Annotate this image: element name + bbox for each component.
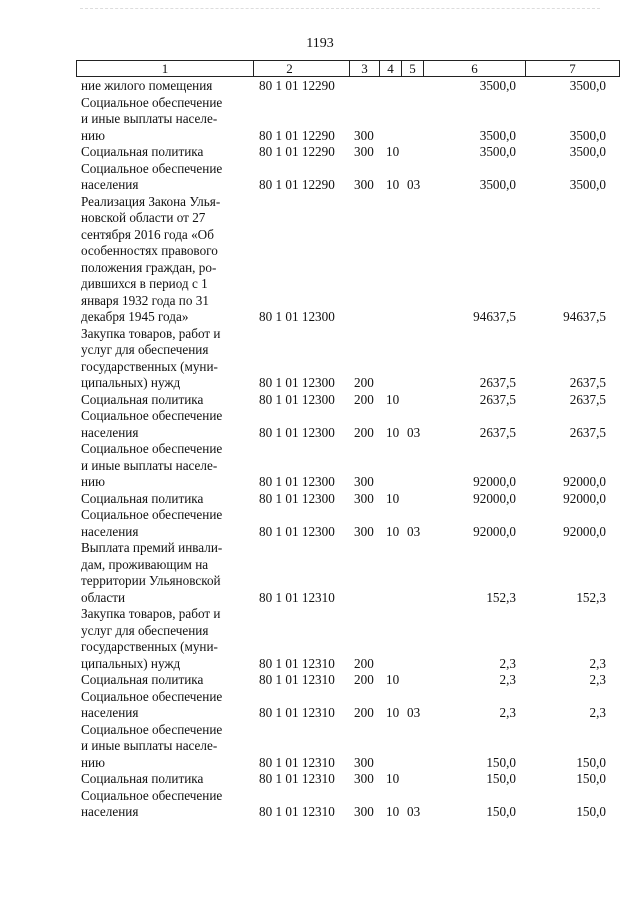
section-code: 10 <box>386 424 400 440</box>
description-line: новской области от 27 <box>81 210 206 225</box>
section-code: 10 <box>386 177 400 192</box>
expense-type-code: 200 <box>354 424 374 440</box>
amount-col-7: 2637,5 <box>569 424 606 440</box>
amount-col-6: 92000,0 <box>473 474 516 489</box>
amount-col-7: 2637,5 <box>569 391 606 407</box>
section-code: 10 <box>386 523 400 539</box>
description-line: области <box>81 589 126 605</box>
amount-col-7: 3500,0 <box>569 127 606 143</box>
description-line: дившихся в период с 1 <box>81 276 208 291</box>
description-line: Социальная политика <box>81 672 204 687</box>
table-row <box>0 491 640 508</box>
description-line: услуг для обеспечения <box>81 342 209 357</box>
table-header <box>76 60 620 77</box>
expense-type-code: 200 <box>354 672 374 687</box>
amount-col-6: 150,0 <box>486 754 516 770</box>
table-row <box>0 161 640 194</box>
description-line: Социальное обеспечение <box>81 721 223 737</box>
description-line: государственных (муни- <box>81 358 218 374</box>
amount-col-6: 152,3 <box>486 589 516 605</box>
budget-code: 80 1 01 12310 <box>259 804 335 819</box>
subsection-code: 03 <box>407 177 421 192</box>
section-code: 10 <box>386 705 400 720</box>
budget-code: 80 1 01 12310 <box>259 771 335 786</box>
table-row <box>0 507 640 540</box>
description-line: Социальное обеспечение <box>81 408 223 423</box>
budget-code: 80 1 01 12300 <box>259 391 335 407</box>
amount-col-7: 150,0 <box>576 804 606 819</box>
budget-code: 80 1 01 12300 <box>259 523 335 539</box>
description-line: декабря 1945 года» <box>81 309 189 324</box>
description-line: государственных (муни- <box>81 639 218 654</box>
description-line: услуг для обеспечения <box>81 622 209 638</box>
budget-code: 80 1 01 12300 <box>259 474 335 489</box>
amount-col-7: 94637,5 <box>563 309 606 324</box>
expense-type-code: 300 <box>354 177 374 192</box>
amount-col-7: 3500,0 <box>569 177 606 192</box>
description-line: Социальная политика <box>81 771 204 786</box>
description-line: населения <box>81 705 139 720</box>
subsection-code: 03 <box>407 424 421 440</box>
section-code: 10 <box>386 771 400 786</box>
budget-code: 80 1 01 12300 <box>259 375 335 390</box>
subsection-code: 03 <box>407 804 421 819</box>
description-line: особенностях правового <box>81 243 218 258</box>
description-line: дам, проживающим на <box>81 556 209 572</box>
expense-type-code: 200 <box>354 375 374 390</box>
subsection-code: 03 <box>407 523 421 539</box>
description-line: нию <box>81 754 105 770</box>
expense-type-code: 200 <box>354 655 374 671</box>
row-values <box>0 755 640 772</box>
amount-col-6: 2,3 <box>499 672 516 687</box>
description-line: ципальных) нужд <box>81 655 181 671</box>
expense-type-code: 300 <box>354 490 374 506</box>
column-header: 1 <box>161 61 169 76</box>
row-values <box>0 590 640 607</box>
amount-col-6: 92000,0 <box>473 490 516 506</box>
amount-col-7: 3500,0 <box>569 78 606 93</box>
page-number: 1193 <box>306 36 334 51</box>
column-header: 4 <box>379 61 401 76</box>
row-values <box>0 804 640 821</box>
description-line: нию <box>81 127 105 143</box>
amount-col-7: 150,0 <box>576 771 606 786</box>
description-line: Закупка товаров, работ и <box>81 325 221 341</box>
row-values <box>0 491 640 508</box>
description-line: Социальное обеспечение <box>81 507 223 522</box>
table-row <box>0 95 640 145</box>
row-values <box>0 771 640 788</box>
table-row <box>0 326 640 392</box>
budget-code: 80 1 01 12310 <box>259 655 335 671</box>
section-code: 10 <box>386 490 400 506</box>
amount-col-7: 2637,5 <box>569 375 606 390</box>
column-header: 2 <box>253 61 325 76</box>
amount-col-6: 2637,5 <box>479 391 516 407</box>
amount-col-7: 152,3 <box>576 589 606 605</box>
subsection-code: 03 <box>407 705 421 720</box>
row-values <box>0 78 640 95</box>
budget-code: 80 1 01 12290 <box>259 127 335 143</box>
row-values <box>0 309 640 326</box>
row-values <box>0 375 640 392</box>
budget-code: 80 1 01 12310 <box>259 754 335 770</box>
amount-col-6: 150,0 <box>486 771 516 786</box>
description-line: Социальная политика <box>81 144 204 159</box>
amount-col-6: 92000,0 <box>473 523 516 539</box>
section-code: 10 <box>386 672 400 687</box>
description-line: ципальных) нужд <box>81 375 181 390</box>
row-values <box>0 392 640 409</box>
column-header: 7 <box>525 61 619 76</box>
amount-col-6: 3500,0 <box>479 144 516 159</box>
amount-col-6: 2637,5 <box>479 375 516 390</box>
description-line: и иные выплаты населе- <box>81 738 218 753</box>
amount-col-7: 3500,0 <box>569 144 606 159</box>
amount-col-7: 2,3 <box>589 672 606 687</box>
table-body <box>0 78 640 821</box>
amount-col-7: 92000,0 <box>563 474 606 489</box>
description-line: Закупка товаров, работ и <box>81 606 221 621</box>
description-line: Социальная политика <box>81 391 204 407</box>
row-values <box>0 128 640 145</box>
row-values <box>0 474 640 491</box>
description-line: Социальное обеспечение <box>81 688 223 704</box>
expense-type-code: 300 <box>354 771 374 786</box>
description-line: января 1932 года по 31 <box>81 292 209 308</box>
budget-code: 80 1 01 12310 <box>259 672 335 687</box>
column-header: 5 <box>401 61 423 76</box>
expense-type-code: 300 <box>354 474 374 489</box>
description-line: Социальное обеспечение <box>81 787 223 803</box>
description-line: нию <box>81 474 105 489</box>
amount-col-6: 2,3 <box>499 655 516 671</box>
description-line: Социальное обеспечение <box>81 441 223 456</box>
section-code: 10 <box>386 391 400 407</box>
table-row <box>0 540 640 606</box>
amount-col-6: 3500,0 <box>479 127 516 143</box>
description-line: положения граждан, ро- <box>81 259 217 275</box>
table-row <box>0 441 640 491</box>
amount-col-6: 3500,0 <box>479 78 516 93</box>
table-row <box>0 144 640 161</box>
row-values <box>0 705 640 722</box>
amount-col-7: 2,3 <box>589 655 606 671</box>
table-row <box>0 788 640 821</box>
budget-code: 80 1 01 12300 <box>259 424 335 440</box>
amount-col-7: 92000,0 <box>563 490 606 506</box>
description-line: ние жилого помещения <box>81 78 213 93</box>
expense-type-code: 200 <box>354 705 374 720</box>
expense-type-code: 300 <box>354 804 374 819</box>
budget-code: 80 1 01 12300 <box>259 490 335 506</box>
table-row <box>0 392 640 409</box>
description-line: территории Ульяновской <box>81 573 221 588</box>
amount-col-7: 150,0 <box>576 754 606 770</box>
table-row <box>0 722 640 772</box>
description-line: Социальное обеспечение <box>81 94 223 110</box>
expense-type-code: 300 <box>354 754 374 770</box>
amount-col-6: 150,0 <box>486 804 516 819</box>
amount-col-6: 2637,5 <box>479 424 516 440</box>
table-row <box>0 606 640 672</box>
description-line: Социальное обеспечение <box>81 160 223 176</box>
row-description <box>81 194 247 326</box>
amount-col-6: 94637,5 <box>473 309 516 324</box>
description-line: Социальная политика <box>81 490 204 506</box>
row-values <box>0 144 640 161</box>
budget-code: 80 1 01 12290 <box>259 144 335 159</box>
description-line: населения <box>81 424 139 440</box>
row-values <box>0 177 640 194</box>
description-line: сентября 2016 года «Об <box>81 226 214 242</box>
column-header: 3 <box>349 61 379 76</box>
description-line: населения <box>81 523 139 539</box>
budget-code: 80 1 01 12300 <box>259 309 335 324</box>
table-row <box>0 408 640 441</box>
budget-code: 80 1 01 12310 <box>259 705 335 720</box>
column-header: 6 <box>423 61 525 76</box>
row-values <box>0 656 640 673</box>
description-line: населения <box>81 177 139 192</box>
budget-code: 80 1 01 12310 <box>259 589 335 605</box>
expense-type-code: 300 <box>354 144 374 159</box>
amount-col-6: 3500,0 <box>479 177 516 192</box>
budget-code: 80 1 01 12290 <box>259 177 335 192</box>
scan-artifact-line <box>80 8 600 11</box>
amount-col-7: 2,3 <box>589 705 606 720</box>
row-values <box>0 524 640 541</box>
budget-code: 80 1 01 12290 <box>259 78 335 93</box>
table-row <box>0 771 640 788</box>
description-line: Выплата премий инвали- <box>81 540 223 555</box>
description-line: и иные выплаты населе- <box>81 111 218 126</box>
expense-type-code: 300 <box>354 523 374 539</box>
section-code: 10 <box>386 804 400 819</box>
description-line: Реализация Закона Улья- <box>81 193 221 209</box>
table-row <box>0 689 640 722</box>
row-values <box>0 425 640 442</box>
amount-col-7: 92000,0 <box>563 523 606 539</box>
expense-type-code: 200 <box>354 391 374 407</box>
description-line: населения <box>81 804 139 819</box>
row-values <box>0 672 640 689</box>
expense-type-code: 300 <box>354 127 374 143</box>
table-row <box>0 78 640 95</box>
table-row <box>0 194 640 326</box>
amount-col-6: 2,3 <box>499 705 516 720</box>
section-code: 10 <box>386 144 400 159</box>
table-row <box>0 672 640 689</box>
description-line: и иные выплаты населе- <box>81 457 218 473</box>
